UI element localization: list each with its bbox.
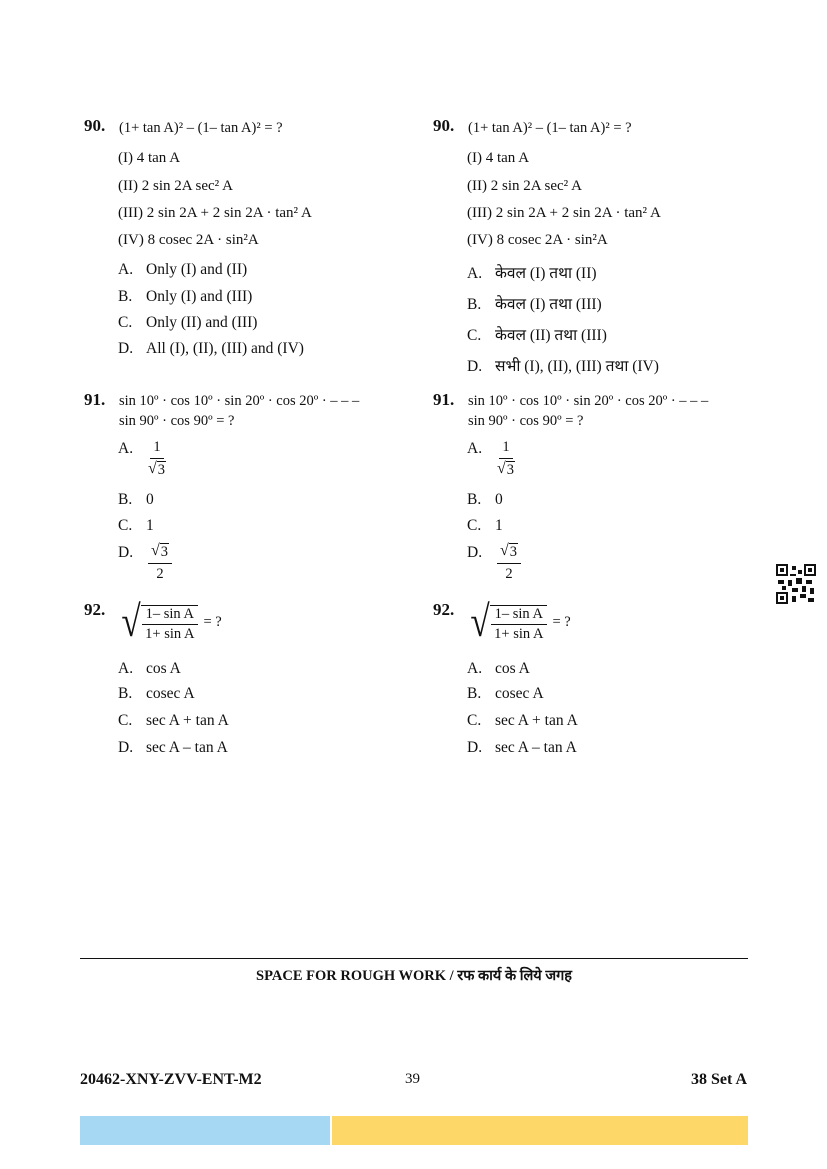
option-text: 1 — [146, 517, 154, 534]
fraction-numerator: 3 — [160, 544, 169, 560]
option-text: Only (I) and (III) — [146, 288, 253, 305]
option-c[interactable] — [118, 712, 229, 730]
option-label: B. — [467, 685, 482, 702]
statement-3: (III) 2 sin 2A + 2 sin 2A · tan² A — [467, 205, 661, 221]
statement-1: (I) 4 tan A — [467, 150, 530, 166]
fraction-numerator: 1 — [499, 439, 512, 459]
option-text: Only (I) and (II) — [146, 261, 248, 278]
statement-3: (III) 2 sin 2A + 2 sin 2A · tan² A — [118, 205, 312, 221]
fraction-numerator: 1 — [150, 439, 163, 459]
option-c[interactable] — [118, 314, 257, 332]
rough-work-divider — [80, 958, 748, 959]
option-d[interactable] — [118, 340, 304, 358]
footer-bar-blue — [80, 1116, 330, 1145]
option-d[interactable] — [467, 354, 659, 376]
option-label: C. — [118, 517, 133, 534]
question-stem: (1+ tan A)² – (1– tan A)² = ? — [119, 120, 283, 136]
option-a[interactable] — [467, 660, 530, 678]
option-label: D. — [118, 544, 134, 561]
option-label: B. — [118, 288, 133, 305]
statement-2: (II) 2 sin 2A sec² A — [118, 178, 233, 194]
option-text: 0 — [146, 491, 154, 508]
set-label: 38 Set A — [691, 1071, 747, 1088]
root-expression — [468, 597, 571, 646]
sqrt-icon: √ — [470, 597, 490, 646]
fraction-denominator: 2 — [156, 566, 164, 582]
option-c[interactable] — [467, 517, 503, 535]
question-stem-line2: sin 90º · cos 90º = ? — [468, 413, 584, 429]
question-number: 90. — [84, 116, 106, 135]
option-text: 1 — [495, 517, 503, 534]
option-label: A. — [118, 440, 134, 457]
fraction-d — [497, 543, 521, 583]
sqrt-icon: √ — [121, 597, 141, 646]
option-label: B. — [118, 491, 133, 508]
question-stem-line1: sin 10º · cos 10º · sin 20º · cos 20º · – – – — [468, 393, 709, 409]
option-a[interactable] — [118, 440, 146, 458]
paper-code: 20462-XNY-ZVV-ENT-M2 — [80, 1071, 262, 1088]
statement-2: (II) 2 sin 2A sec² A — [467, 178, 582, 194]
sqrt-icon: √ — [497, 460, 506, 477]
sqrt-icon: √ — [151, 542, 160, 559]
option-a[interactable] — [467, 261, 597, 283]
option-text: cosec A — [495, 685, 544, 702]
option-text: sec A + tan A — [495, 712, 578, 729]
option-label: A. — [467, 440, 483, 457]
option-text: 0 — [495, 491, 503, 508]
footer-bar-yellow — [332, 1116, 748, 1145]
option-text: केवल (I) तथा (II) — [495, 265, 597, 282]
option-c[interactable] — [118, 517, 154, 535]
option-label: C. — [467, 517, 482, 534]
rough-work-heading: SPACE FOR ROUGH WORK / रफ कार्य के लिये जगह — [256, 968, 572, 984]
root-expression — [119, 597, 222, 646]
option-label: B. — [467, 491, 482, 508]
option-b[interactable] — [467, 491, 503, 509]
equals-question: = ? — [552, 613, 571, 630]
option-label: C. — [118, 314, 133, 331]
fraction-denominator: 2 — [505, 566, 513, 582]
question-stem-line1: sin 10º · cos 10º · sin 20º · cos 20º · – – – — [119, 393, 360, 409]
option-label: B. — [118, 685, 133, 702]
option-a[interactable] — [118, 660, 181, 678]
option-d[interactable] — [118, 739, 228, 757]
option-label: D. — [467, 739, 483, 756]
question-number: 92. — [84, 600, 106, 619]
fraction-numerator: 1– sin A — [491, 606, 547, 625]
option-label: B. — [467, 296, 482, 313]
option-label: D. — [467, 358, 483, 375]
statement-1: (I) 4 tan A — [118, 150, 181, 166]
statement-4: (IV) 8 cosec 2A · sin²A — [118, 232, 259, 248]
page-number: 39 — [405, 1071, 420, 1087]
sqrt-icon: √ — [148, 460, 157, 477]
option-d[interactable] — [467, 544, 495, 562]
option-text: All (I), (II), (III) and (IV) — [146, 340, 304, 357]
option-b[interactable] — [467, 685, 544, 703]
option-text: केवल (II) तथा (III) — [495, 327, 607, 344]
qr-code-icon — [776, 564, 816, 604]
option-label: C. — [467, 712, 482, 729]
option-b[interactable] — [118, 491, 154, 509]
fraction-a — [148, 439, 166, 479]
option-text: केवल (I) तथा (III) — [495, 296, 602, 313]
option-d[interactable] — [467, 739, 577, 757]
option-text: sec A – tan A — [495, 739, 577, 756]
question-number: 90. — [433, 116, 455, 135]
option-b[interactable] — [118, 288, 252, 306]
sqrt-icon: √ — [500, 542, 509, 559]
question-number: 91. — [433, 390, 455, 409]
option-label: A. — [467, 660, 483, 677]
fraction-d — [148, 543, 172, 583]
question-stem-line2: sin 90º · cos 90º = ? — [119, 413, 235, 429]
option-label: A. — [118, 261, 134, 278]
option-d[interactable] — [118, 544, 146, 562]
fraction-denominator: 1+ sin A — [145, 626, 195, 642]
fraction-numerator: 1– sin A — [142, 606, 198, 625]
question-number: 91. — [84, 390, 106, 409]
fraction-numerator: 3 — [509, 544, 518, 560]
option-text: cos A — [495, 660, 530, 677]
option-text: sec A + tan A — [146, 712, 229, 729]
option-label: D. — [467, 544, 483, 561]
fraction-denominator: 3 — [157, 462, 166, 478]
equals-question: = ? — [203, 613, 222, 630]
option-c[interactable] — [467, 712, 578, 730]
fraction-denominator: 3 — [506, 462, 515, 478]
option-a[interactable] — [467, 440, 495, 458]
option-label: C. — [467, 327, 482, 344]
option-label: D. — [118, 739, 134, 756]
question-stem: (1+ tan A)² – (1– tan A)² = ? — [468, 120, 632, 136]
option-text: cosec A — [146, 685, 195, 702]
option-label: D. — [118, 340, 134, 357]
option-text: Only (II) and (III) — [146, 314, 258, 331]
option-b[interactable] — [118, 685, 195, 703]
option-label: A. — [118, 660, 134, 677]
option-label: C. — [118, 712, 133, 729]
option-a[interactable] — [118, 261, 247, 279]
option-text: sec A – tan A — [146, 739, 228, 756]
fraction-denominator: 1+ sin A — [494, 626, 544, 642]
option-text: cos A — [146, 660, 181, 677]
option-c[interactable] — [467, 323, 607, 345]
option-label: A. — [467, 265, 483, 282]
question-number: 92. — [433, 600, 455, 619]
fraction-a — [497, 439, 515, 479]
option-b[interactable] — [467, 292, 602, 314]
statement-4: (IV) 8 cosec 2A · sin²A — [467, 232, 608, 248]
option-text: सभी (I), (II), (III) तथा (IV) — [495, 358, 659, 375]
